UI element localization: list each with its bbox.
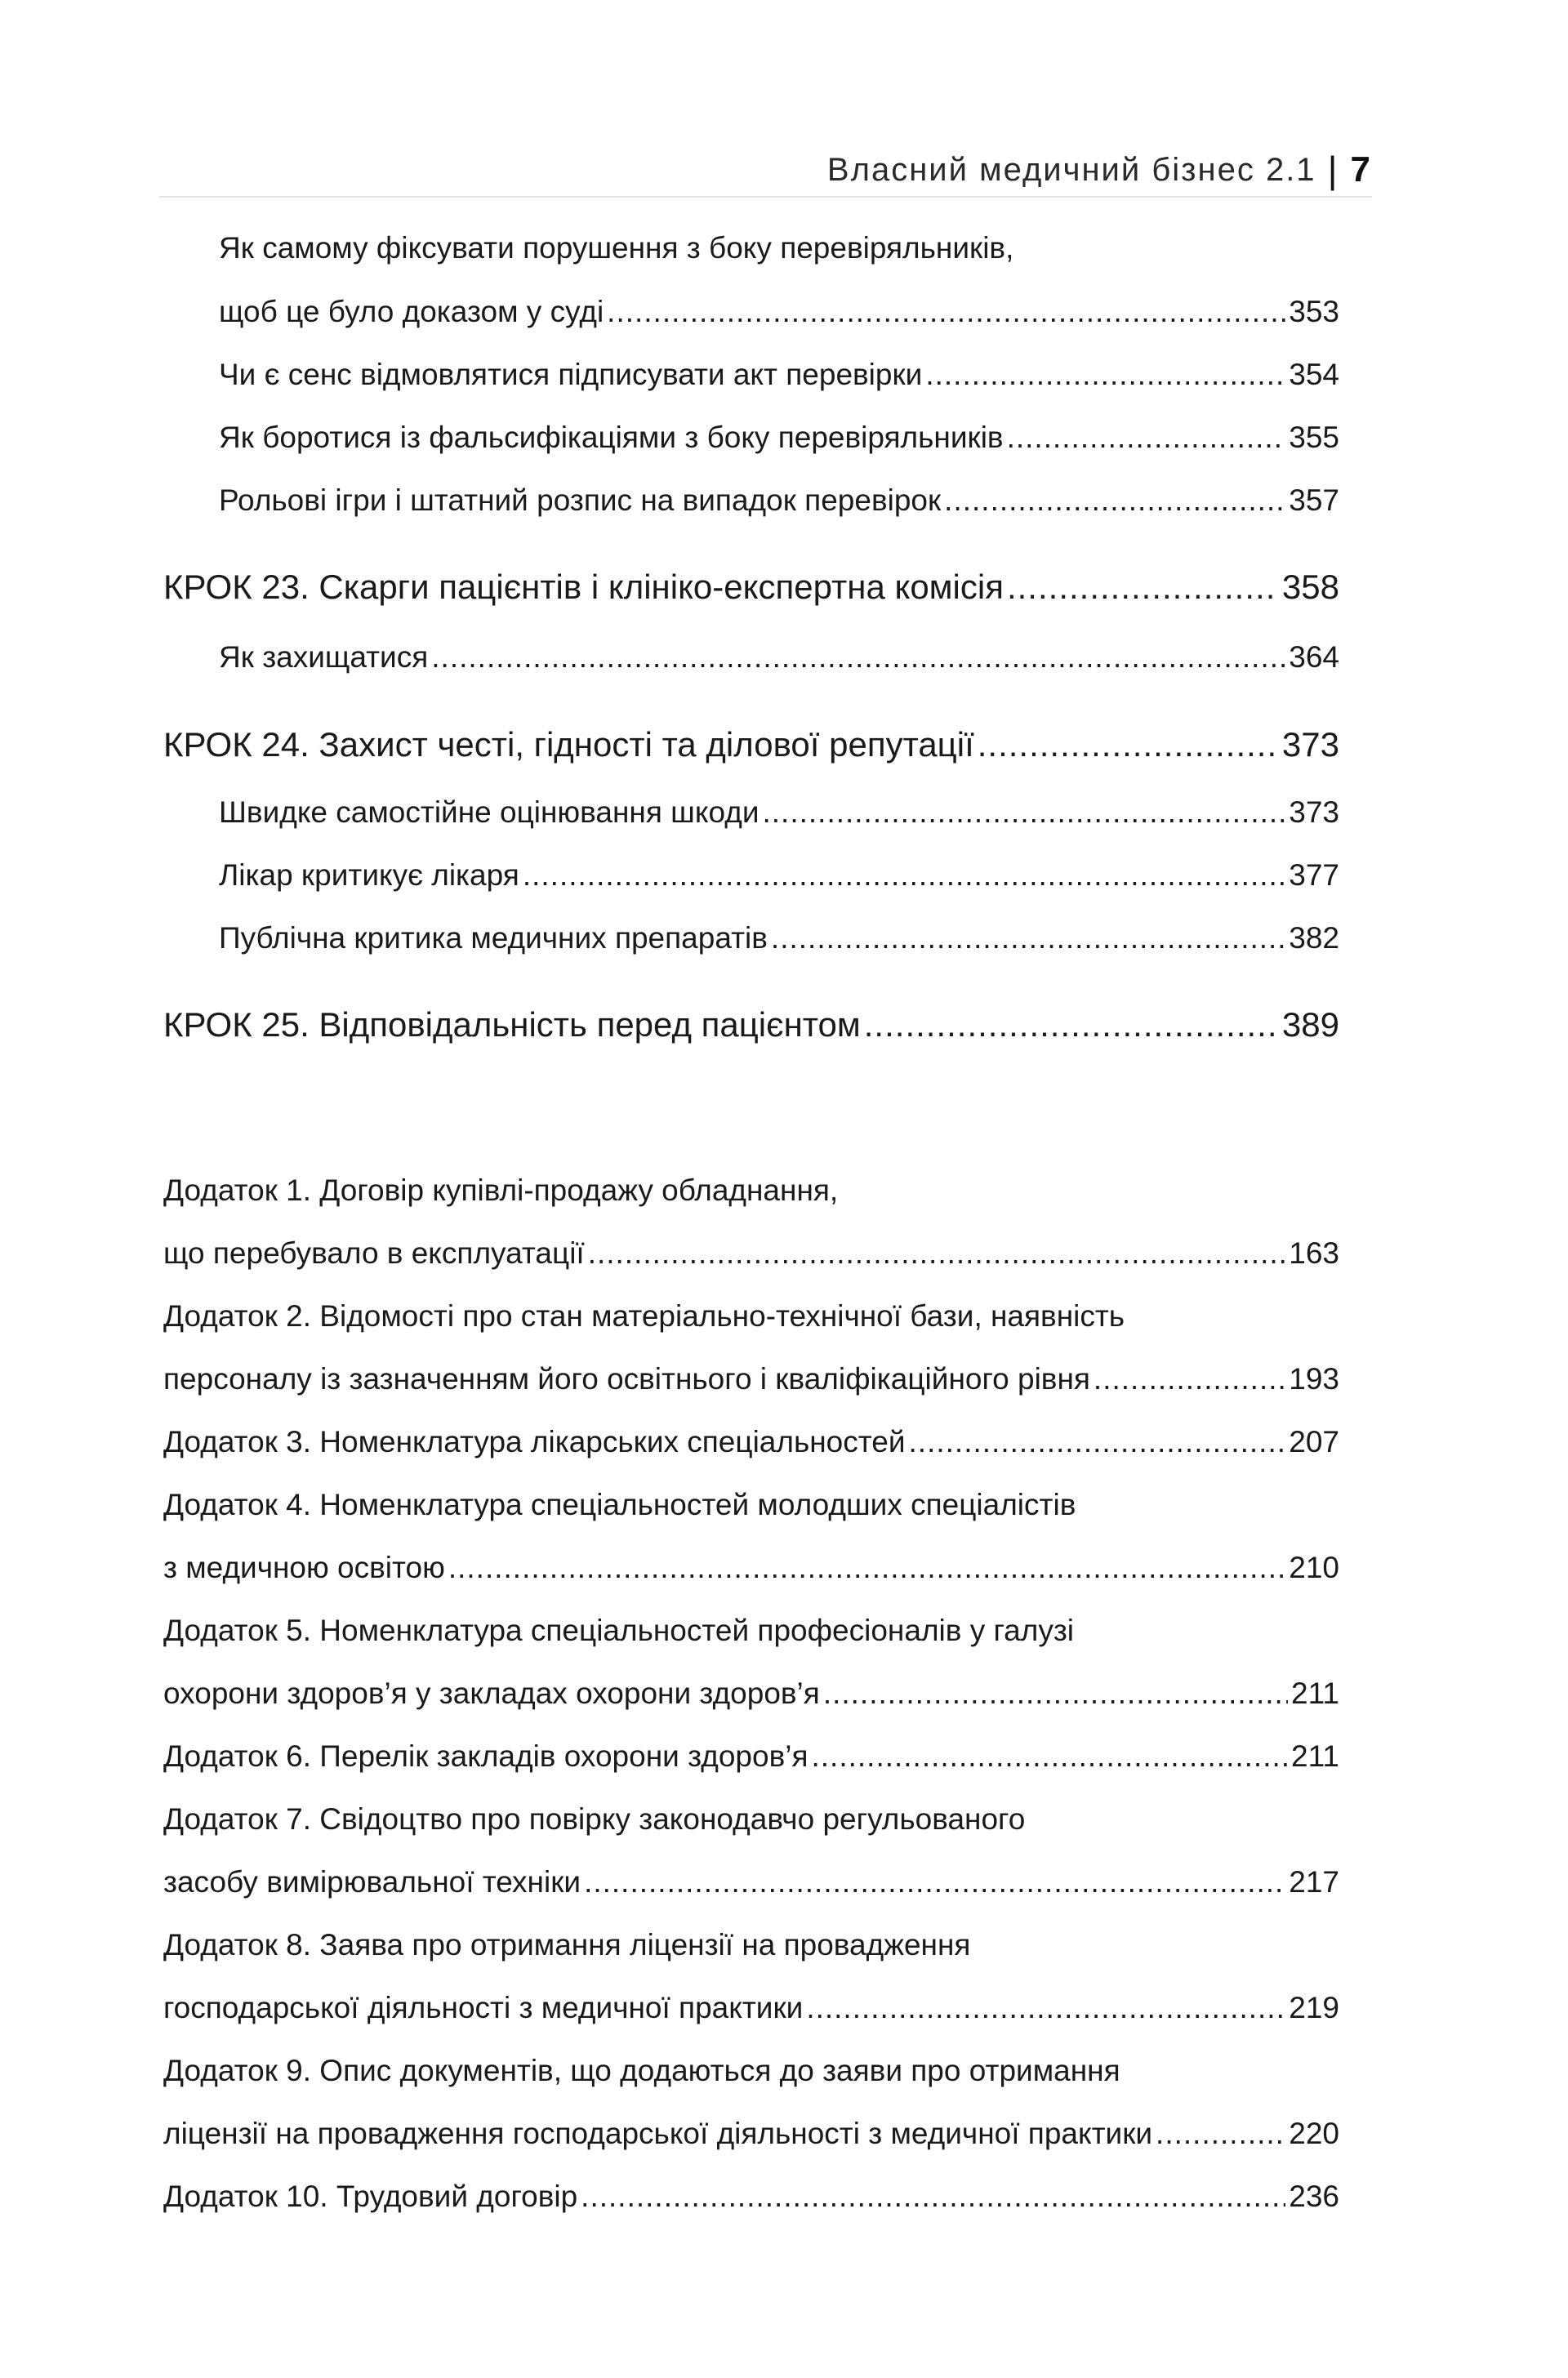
toc-entry-title: Чи є сенс відмовлятися підписувати акт перевірки [219,358,923,391]
toc-appendix[interactable] [163,1424,1339,1460]
leader-dots [588,1236,1286,1271]
leader-dots [909,1424,1286,1460]
toc-entry-page: 364 [1289,640,1339,674]
toc-appendix-title: Додаток 9. Опис документів, що додаються до заяви про отримання [163,2054,1120,2087]
toc-appendix-page: 163 [1289,1236,1339,1270]
toc-entry-page: 357 [1289,483,1339,517]
toc-appendix[interactable] [163,1550,1339,1586]
book-title: Власний медичний бізнес 2.1 [826,151,1316,188]
leader-dots [811,1739,1288,1775]
leader-dots [978,724,1279,765]
toc-chapter-page: 389 [1281,1005,1339,1044]
toc-entry[interactable] [219,483,1339,519]
leader-dots [806,1990,1285,2026]
toc-chapter-step-24[interactable] [163,724,1339,765]
leader-dots [1007,420,1286,456]
leader-dots [523,857,1285,893]
toc-chapter-page: 373 [1281,725,1339,764]
toc-appendix-title: ліцензії на провадження господарської діяльності з медичної практики [163,2117,1153,2150]
toc-entry-title: Як самому фіксувати порушення з боку перевіряльників, [219,231,1014,265]
leader-dots [584,1864,1285,1900]
toc-entry-page: 355 [1289,421,1339,454]
toc-appendix[interactable] [163,1298,1339,1334]
toc-entry[interactable] [219,920,1339,956]
toc-appendix-page: 219 [1289,1991,1339,2024]
toc-appendix-title: охорони здоров’я у закладах охорони здоров’я [163,1677,820,1710]
toc-chapter-title: КРОК 25. Відповідальність перед пацієнтом [163,1005,861,1044]
leader-dots [1156,2116,1285,2152]
toc-entry-title: Публічна критика медичних препаратів [219,921,768,955]
toc-appendix[interactable] [163,1927,1339,1963]
toc-appendix-page: 211 [1291,1677,1339,1710]
leader-dots [762,795,1285,831]
leader-dots [448,1550,1285,1586]
leader-dots [581,2179,1285,2215]
toc-appendix-title: Додаток 5. Номенклатура спеціальностей професіоналів у галузі [163,1614,1075,1647]
leader-dots [431,639,1285,675]
toc-appendix-page: 217 [1289,1865,1339,1899]
toc-entry-page: 354 [1289,358,1339,391]
toc-appendix[interactable] [163,1487,1339,1523]
toc-entry-title: Швидке самостійне оцінювання шкоди [219,795,760,829]
toc-appendix-title: персоналу із зазначенням його освітнього і кваліфікаційного рівня [163,1362,1090,1396]
toc-appendix-title: Додаток 6. Перелік закладів охорони здоров’я [163,1739,808,1773]
toc-appendix[interactable] [163,2179,1339,2215]
toc-appendix-title: Додаток 2. Відомості про стан матеріально-технічної бази, наявність [163,1299,1125,1333]
toc-appendix-title: Додаток 1. Договір купівлі-продажу обладнання, [163,1173,839,1207]
toc-chapter-title: КРОК 24. Захист честі, гідності та ділової репутації [163,725,974,764]
toc-appendix[interactable] [163,1739,1339,1775]
toc-appendix-page: 236 [1289,2180,1339,2213]
toc-appendix[interactable] [163,2116,1339,2152]
toc-appendix[interactable] [163,2053,1339,2089]
leader-dots [1094,1361,1285,1397]
toc-appendix-page: 211 [1291,1739,1339,1773]
toc-appendix-title: господарської діяльності з медичної практики [163,1991,804,2024]
toc-appendix-title: Додаток 8. Заява про отримання ліцензії на провадження [163,1928,971,1962]
header-separator: | [1327,149,1339,191]
toc-entry-page: 382 [1289,921,1339,955]
toc-appendix-title: Додаток 10. Трудовий договір [163,2180,578,2213]
leader-dots [607,294,1285,330]
toc-chapter-step-23[interactable] [163,567,1339,608]
leader-dots [1007,567,1279,608]
toc-appendix[interactable] [163,1801,1339,1837]
toc-appendix-title: Додаток 4. Номенклатура спеціальностей молодших спеціалістів [163,1488,1076,1521]
toc-appendix-page: 220 [1289,2117,1339,2150]
leader-dots [823,1676,1288,1712]
running-head [159,144,1372,198]
toc-entry[interactable] [219,639,1339,675]
toc-entry-title: Як захищатися [219,640,429,674]
toc-entry[interactable] [219,857,1339,893]
page-number: 7 [1350,149,1372,189]
toc-entry-page: 373 [1289,795,1339,829]
leader-dots [925,357,1285,393]
toc-appendix[interactable] [163,1613,1339,1649]
toc-entry[interactable] [219,795,1339,831]
toc-entry-page: 353 [1289,295,1339,328]
toc-entry-title: щоб це було доказом у суді [219,295,604,328]
toc-chapter-step-25[interactable] [163,1004,1339,1045]
toc-appendix-page: 210 [1289,1551,1339,1584]
toc-appendix[interactable] [163,1173,1339,1209]
toc-appendix[interactable] [163,1990,1339,2026]
toc-appendix[interactable] [163,1864,1339,1900]
toc-appendix[interactable] [163,1676,1339,1712]
toc-entry[interactable] [219,357,1339,393]
toc-appendix[interactable] [163,1361,1339,1397]
toc-appendix-page: 193 [1289,1362,1339,1396]
toc-entry-title: Як боротися із фальсифікаціями з боку перевіряльників [219,421,1004,454]
toc-appendix-page: 207 [1289,1425,1339,1458]
toc-chapter-page: 358 [1281,568,1339,606]
leader-dots [771,920,1285,956]
toc-appendix[interactable] [163,1236,1339,1271]
toc-entry[interactable] [219,230,1339,266]
leader-dots [944,483,1285,519]
toc-appendix-title: Додаток 3. Номенклатура лікарських спеціальностей [163,1425,906,1458]
toc-chapter-title: КРОК 23. Скарги пацієнтів і клініко-експертна комісія [163,568,1004,606]
toc-entry-title: Рольові ігри і штатний розпис на випадок перевірок [219,483,942,517]
toc-entry-page: 377 [1289,858,1339,892]
toc-entry[interactable] [219,294,1339,330]
toc-entry[interactable] [219,420,1339,456]
leader-dots [864,1004,1279,1045]
toc-appendix-title: Додаток 7. Свідоцтво про повірку законодавчо регульованого [163,1802,1026,1836]
toc-appendix-title: засобу вимірювальної техніки [163,1865,581,1899]
toc-entry-title: Лікар критикує лікаря [219,858,519,892]
toc-appendix-title: з медичною освітою [163,1551,445,1584]
toc-appendix-title: що перебувало в експлуатації [163,1236,585,1270]
